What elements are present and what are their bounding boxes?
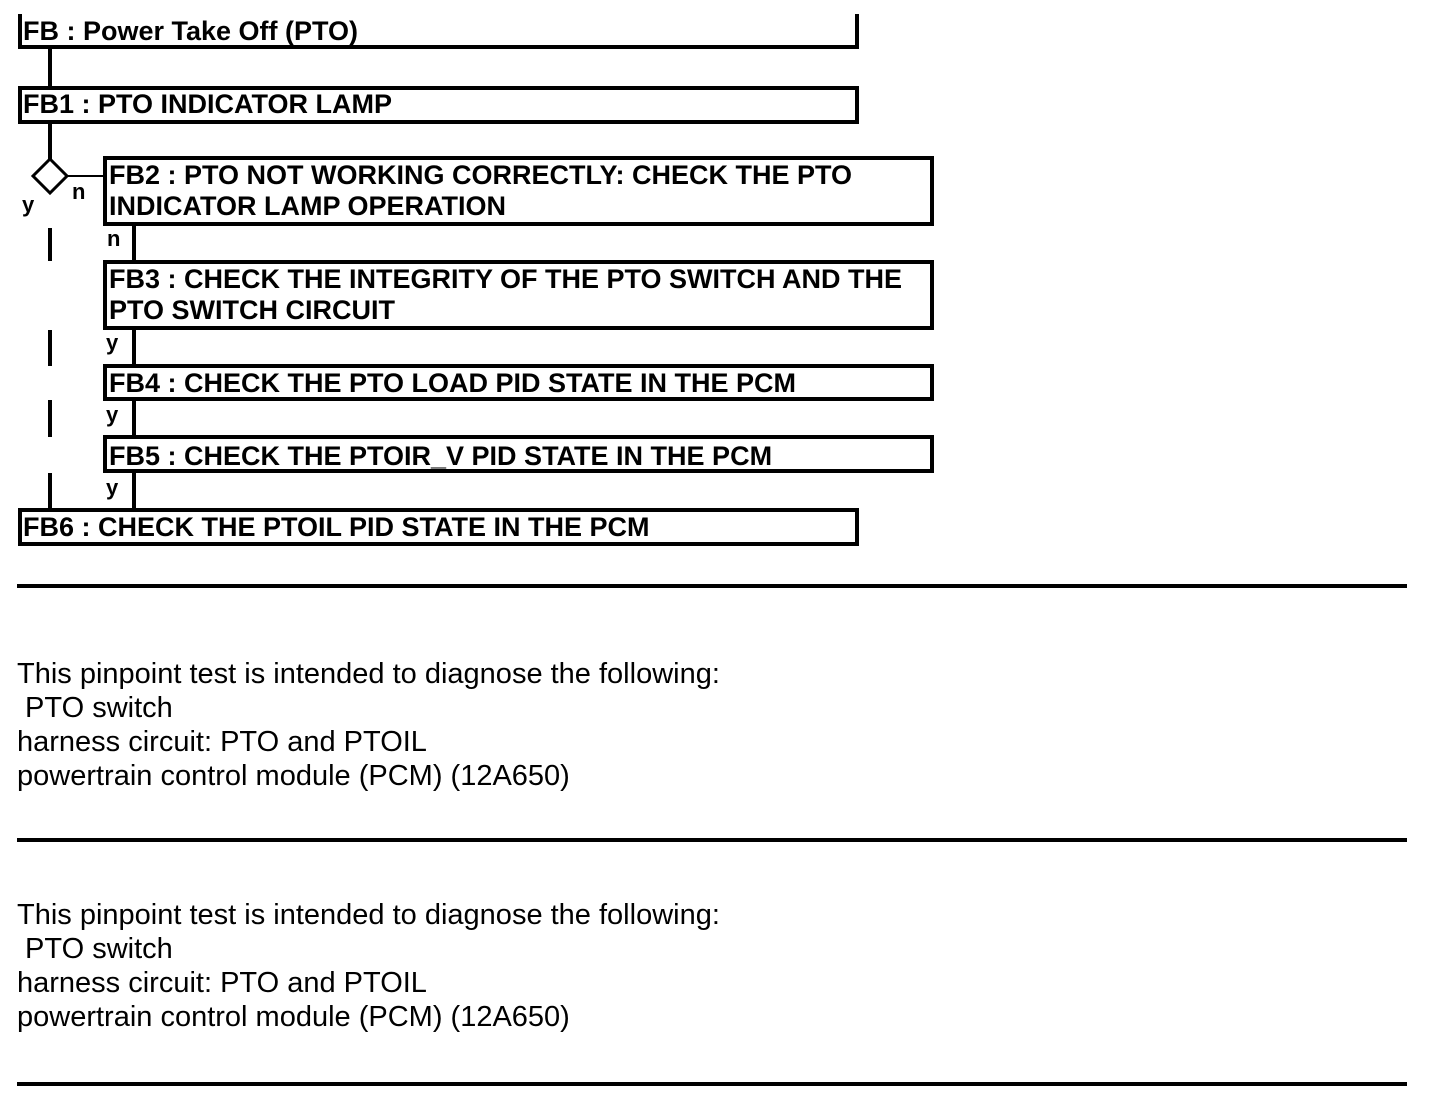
node-fb2-label-line2: INDICATOR LAMP OPERATION xyxy=(109,191,507,221)
branch-label-fb3-fb4: y xyxy=(106,330,119,355)
note-2-intro: This pinpoint test is intended to diagnose the following: xyxy=(17,899,720,931)
note-1-intro: This pinpoint test is intended to diagnose the following: xyxy=(17,658,720,690)
node-fb2-label-line1: FB2 : PTO NOT WORKING CORRECTLY: CHECK THE PTO xyxy=(109,160,853,190)
node-fb-label: FB : Power Take Off (PTO) xyxy=(23,16,359,46)
node-fb2 xyxy=(105,158,932,224)
node-fb1 xyxy=(20,88,857,122)
node-fb4 xyxy=(105,366,932,399)
note-2-item-pcm: powertrain control module (PCM) (12A650) xyxy=(17,1001,570,1033)
note-1-item-harness-circuit: harness circuit: PTO and PTOIL xyxy=(17,726,427,758)
note-1-item-pcm: powertrain control module (PCM) (12A650) xyxy=(17,760,570,792)
node-fb1-label: FB1 : PTO INDICATOR LAMP xyxy=(23,89,393,119)
node-fb6-label: FB6 : CHECK THE PTOIL PID STATE IN THE PCM xyxy=(23,512,650,542)
node-fb4-label: FB4 : CHECK THE PTO LOAD PID STATE IN THE PCM xyxy=(109,368,797,398)
note-2-item-harness-circuit: harness circuit: PTO and PTOIL xyxy=(17,967,427,999)
node-fb5 xyxy=(105,437,932,471)
node-fb3-label-line1: FB3 : CHECK THE INTEGRITY OF THE PTO SWITCH AND THE xyxy=(109,264,903,294)
note-2-item-pto-switch: PTO switch xyxy=(17,933,173,965)
branch-label-fb2-fb3: n xyxy=(107,226,121,251)
node-fb3 xyxy=(105,262,932,328)
branch-label-fb4-fb5: y xyxy=(106,402,119,427)
node-fb6 xyxy=(20,510,857,544)
node-fb xyxy=(20,14,857,47)
node-fb3-label-line2: PTO SWITCH CIRCUIT xyxy=(109,295,395,325)
diagnosis-note-1 xyxy=(17,657,1317,793)
branch-label-fb5-fb6: y xyxy=(106,475,119,500)
node-fb5-label: FB5 : CHECK THE PTOIR_V PID STATE IN THE PCM xyxy=(109,441,773,471)
note-1-item-pto-switch: PTO switch xyxy=(17,692,173,724)
decision-no-label: n xyxy=(72,179,86,204)
decision-yes-label: y xyxy=(22,192,35,217)
diagnosis-note-2 xyxy=(17,898,1317,1034)
decision-diamond xyxy=(33,159,67,193)
